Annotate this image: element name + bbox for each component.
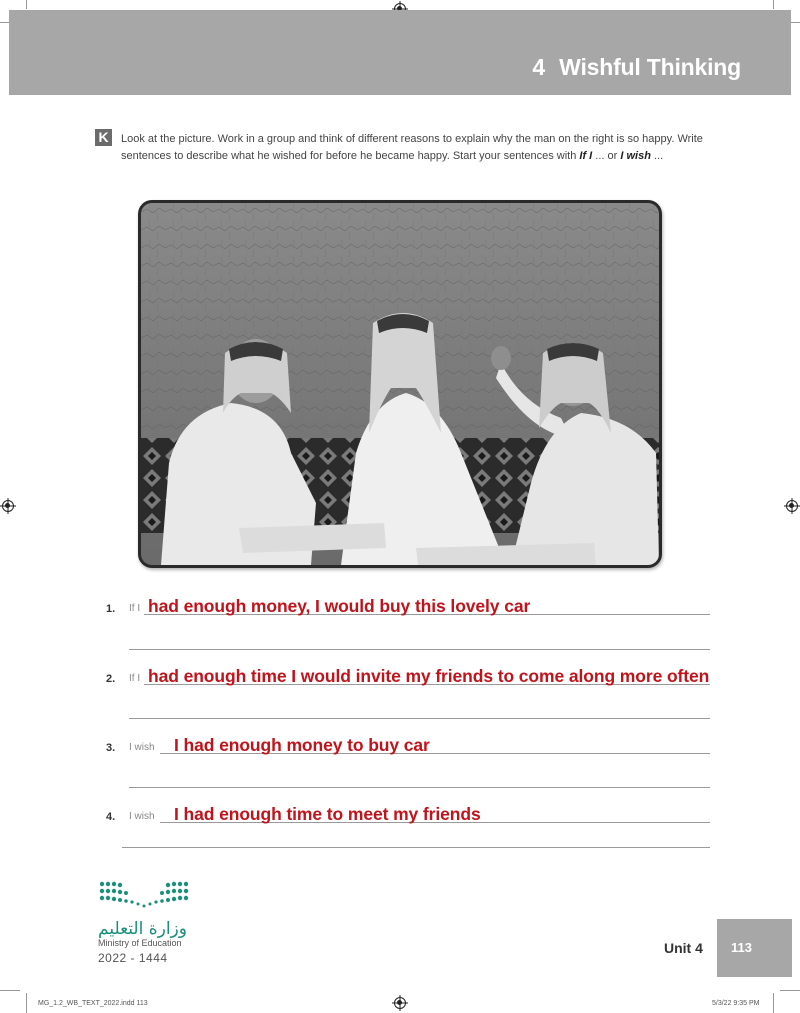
exercise-letter-badge: K [95,129,112,146]
answer-line [129,787,710,788]
answer-prompt: If I [129,603,141,614]
instruction-text: ... [650,149,664,162]
answer-text[interactable]: had enough time I would invite my friends to come along more often [148,666,710,686]
crop-mark [791,22,800,23]
answer-text[interactable]: had enough money, I would buy this lovely car [148,596,531,616]
chapter-header [9,10,791,95]
instruction-text: ... or [592,149,621,162]
answer-line [122,847,710,848]
answer-prompt: I wish [129,742,155,753]
answer-text[interactable]: I had enough time to meet my friends [174,804,481,824]
ministry-arabic-name: وزارة التعليم [98,919,187,939]
photo-illustration [141,203,659,565]
page-number-box [717,919,792,977]
ministry-year: 2022 - 1444 [98,951,168,965]
crop-mark [773,993,774,1013]
exercise-instruction [121,131,711,164]
keyword-if: If I [579,149,593,162]
chapter-number: 4 [532,54,546,80]
answer-number: 1. [106,603,116,615]
photo-three-men-sitting [138,200,662,568]
crop-mark [773,0,774,9]
answer-prompt: I wish [129,811,155,822]
answer-prompt: If I [129,673,141,684]
crop-mark [0,22,9,23]
answer-line [129,649,710,650]
keyword-wish: I wish [620,149,651,162]
chapter-title [532,54,741,81]
crop-mark [780,990,800,991]
ministry-logo-icon [98,880,190,914]
crop-mark [26,993,27,1013]
registration-mark-icon [786,500,798,512]
unit-label: Unit 4 [664,940,703,956]
instruction-text: Look at the picture. Work in a group and think of different reasons to explain why the man on the right is so happy. Write sentences to describe what he wished for before he became happy. Start your sentences with [121,133,703,162]
crop-mark [26,0,27,9]
chapter-title-text: Wishful Thinking [559,54,741,80]
registration-mark-icon [394,997,406,1009]
answer-number: 4. [106,811,116,823]
print-slug-left: MG_1.2_WB_TEXT_2022.indd 113 [38,1000,148,1007]
ministry-english-name: Ministry of Education [98,938,182,948]
answer-number: 2. [106,673,116,685]
answer-line [129,718,710,719]
answer-text[interactable]: I had enough money to buy car [174,735,430,755]
page-number: 113 [731,940,752,955]
answer-number: 3. [106,742,116,754]
registration-mark-icon [2,500,14,512]
print-slug-right: 5/3/22 9:35 PM [712,1000,760,1007]
crop-mark [0,990,20,991]
